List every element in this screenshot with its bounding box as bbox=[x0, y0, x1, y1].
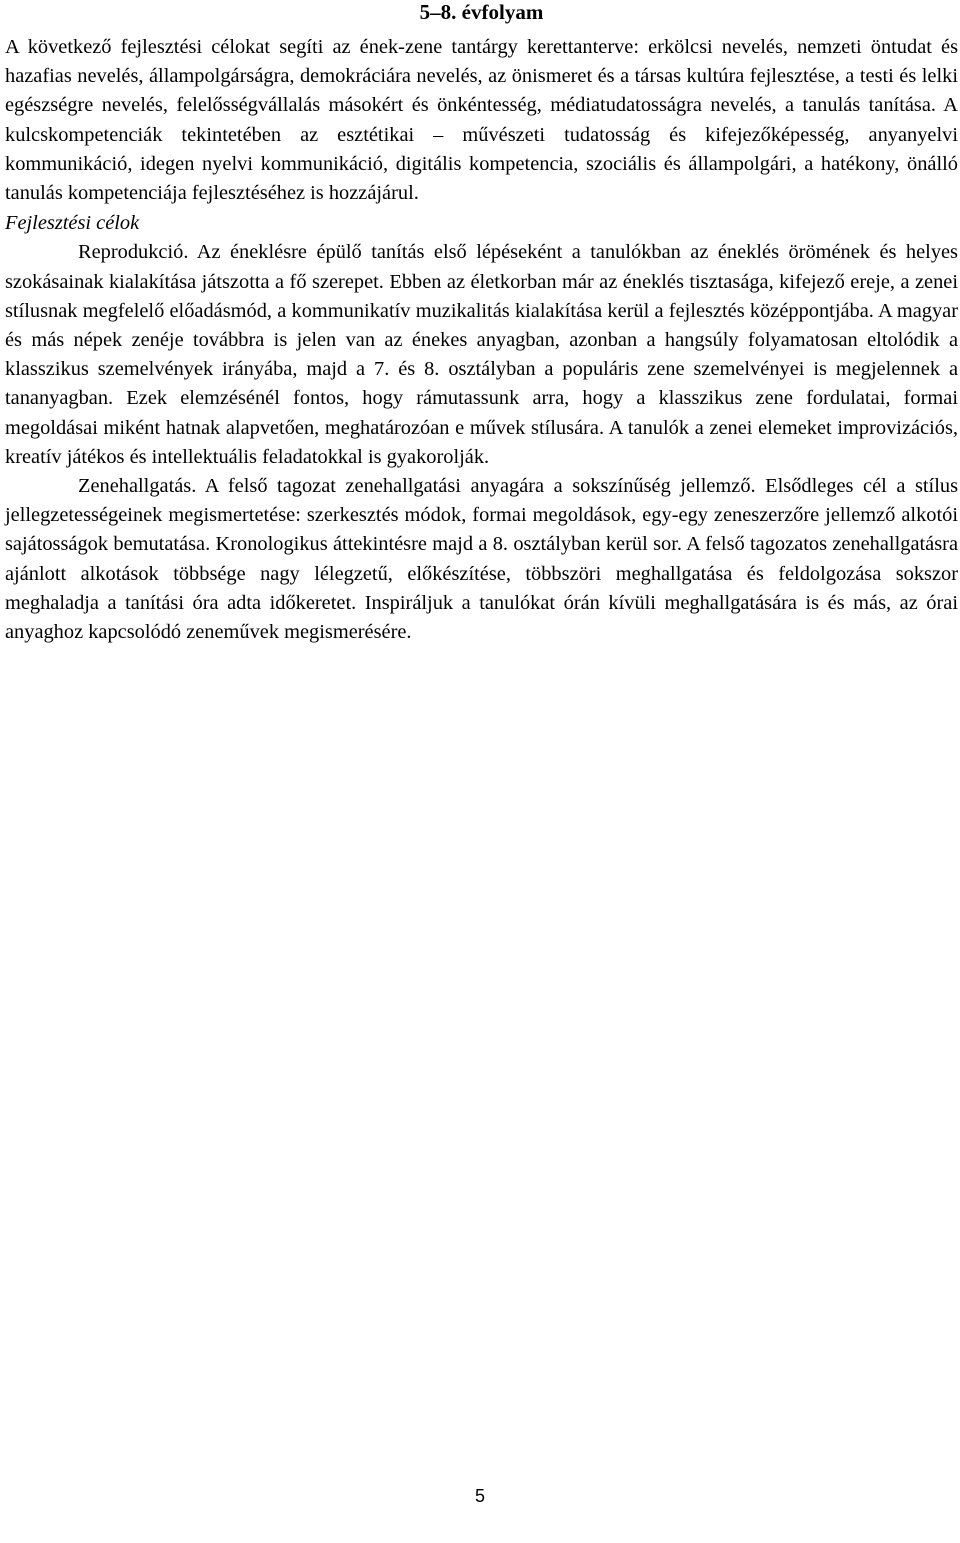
document-page bbox=[5, 0, 958, 647]
intro-paragraph: A következő fejlesztési célokat segíti az ének-zene tantárgy kerettanterve: erkölcsi nevelés, nemzeti öntudat és hazafias nevelés, állampolgárságra, demokráciára nevelés, az önismeret és a társas kultúra fejlesztése, a testi és lelki egészségre nevelés, felelősségvállalás másokért és önkéntesség, médiatudatosságra nevelés, a tanulás tanítása. A kulcskompetenciák tekintetében az esztétikai – művészeti tudatosság és kifejezőképesség, anyanyelvi kommunikáció, idegen nyelvi kommunikáció, digitális kompetencia, szociális és állampolgári, a hatékony, önálló tanulás kompetenciája fejlesztéséhez is hozzájárul. bbox=[5, 36, 958, 205]
page-number: 5 bbox=[474, 1486, 485, 1506]
page-title: 5–8. évfolyam bbox=[419, 0, 544, 24]
listening-paragraph: Zenehallgatás. A felső tagozat zenehallgatási anyagára a sokszínűség jellemző. Elsődleges cél a stílus jellegzetességeinek megismertetése: szerkesztés módok, formai megoldások, egy-egy zeneszerzőre jellemző alkotói sajátosságok bemutatása. Kronologikus áttekintésre majd a 8. osztályban kerül sor. A felső tagozatos zenehallgatásra ajánlott alkotások többsége nagy lélegzetű, előkészítése, többszöri meghallgatása és feldolgozása sokszor meghaladja a tanítási óra adta időkeretet. Inspiráljuk a tanulókat órán kívüli meghallgatására is és más, az órai anyaghoz kapcsolódó zeneművek megismerésére. bbox=[5, 475, 958, 644]
reproduction-paragraph: Reprodukció. Az éneklésre épülő tanítás első lépéseként a tanulókban az éneklés örömének és helyes szokásainak kialakítása játszotta a fő szerepet. Ebben az életkorban már az éneklés tisztasága, kifejező ereje, a zenei stílusnak megfelelő előadásmód, a kommunikatív muzikalitás kialakítása kerül a fejlesztés középpontjába. A magyar és más népek zenéje továbbra is jelen van az énekes anyagban, azonban a hangsúly folyamatosan eltolódik a klasszikus szemelvények irányába, majd a 7. és 8. osztályban a populáris zene szemelvényei is megjelennek a tananyagban. Ezek elemzésénél fontos, hogy rámutassunk arra, hogy a klasszikus zene fordulatai, formai megoldásai miként hatnak alapvetően, meghatározóan e művek stílusára. A tanulók a zenei elemeket improvizációs, kreatív játékos és intellektuális feladatokkal is gyakorolják. bbox=[5, 241, 958, 468]
section-subheading: Fejlesztési célok bbox=[5, 212, 140, 235]
